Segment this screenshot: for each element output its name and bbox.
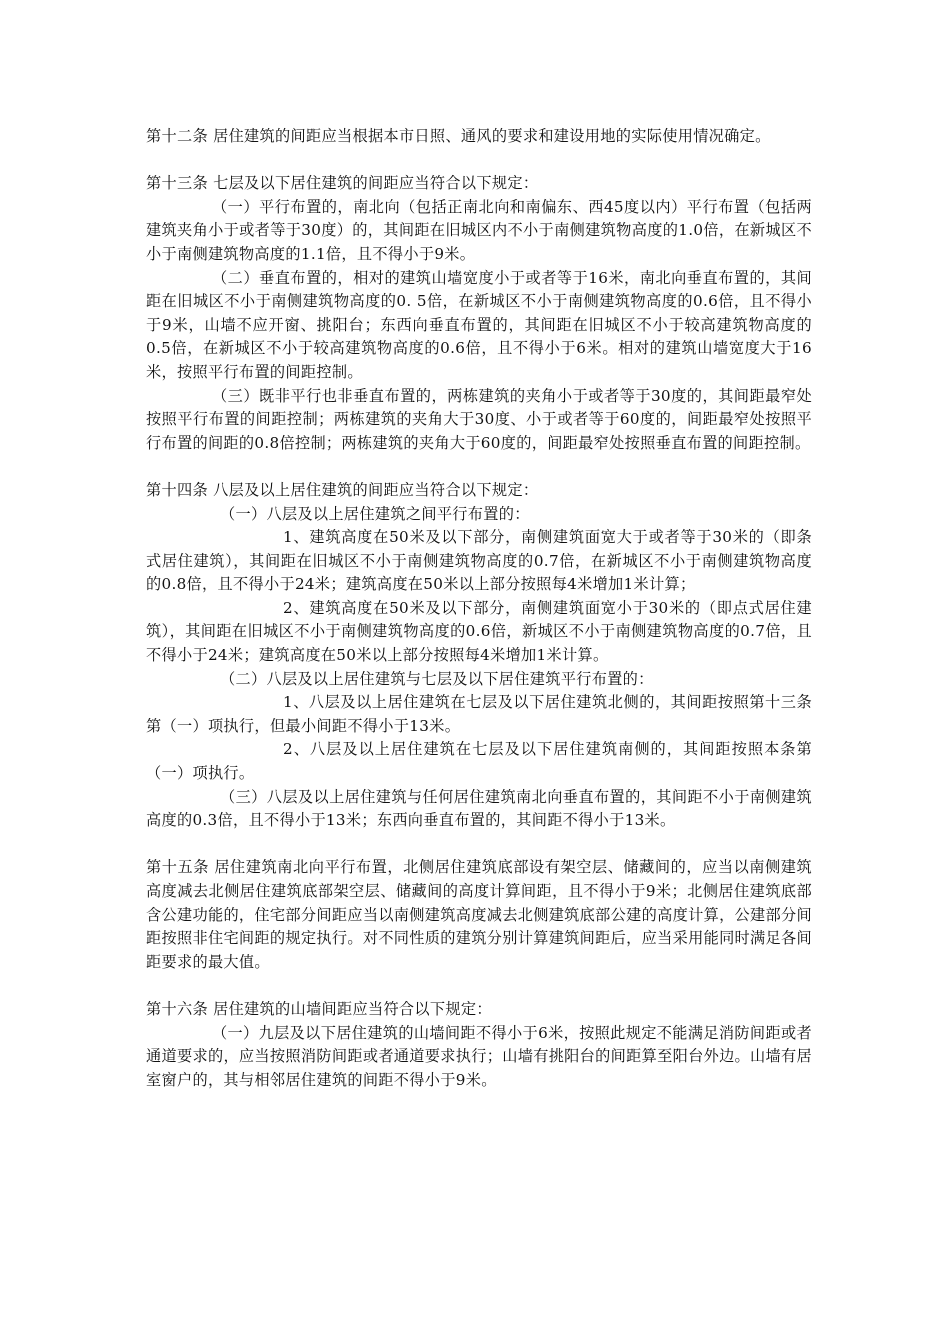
article-12 <box>146 125 812 149</box>
article-16 <box>146 998 812 1092</box>
document-page <box>146 125 812 1116</box>
article-14-heading: 第十四条 八层及以上居住建筑的间距应当符合以下规定： <box>146 480 539 499</box>
article-14-item-3: （三）八层及以上居住建筑与任何居住建筑南北向垂直布置的，其间距不小于南侧建筑高度的0.3倍，且不得小于13米；东西向垂直布置的，其间距不得小于13米。 <box>146 787 812 830</box>
article-16-heading: 第十六条 居住建筑的山墙间距应当符合以下规定： <box>146 999 492 1018</box>
article-14-item-2-sub-1: 1、八层及以上居住建筑在七层及以下居住建筑北侧的，其间距按照第十三条第（一）项执行，但最小间距不得小于13米。 <box>146 693 812 735</box>
article-13-heading: 第十三条 七层及以下居住建筑的间距应当符合以下规定： <box>146 174 539 193</box>
article-14-item-2: （二）八层及以上居住建筑与七层及以下居住建筑平行布置的： <box>220 669 654 688</box>
article-16-item-1: （一）九层及以下居住建筑的山墙间距不得小于6米，按照此规定不能满足消防间距或者通道要求的，应当按照消防间距或者通道要求执行；山墙有挑阳台的间距算至阳台外边。山墙有居室窗户的，其与相邻居住建筑的间距不得小于9米。 <box>146 1023 812 1089</box>
article-13-item-1: （一）平行布置的，南北向（包括正南北向和南偏东、西45度以内）平行布置（包括两建筑夹角小于或者等于30度）的，其间距在旧城区内不小于南侧建筑物高度的1.0倍，在新城区不小于南侧建筑物高度的1.1倍，且不得小于9米。 <box>146 197 812 263</box>
article-14-item-2-sub-2: 2、八层及以上居住建筑在七层及以下居住建筑南侧的，其间距按照本条第（一）项执行。 <box>146 740 812 783</box>
article-12-text: 第十二条 居住建筑的间距应当根据本市日照、通风的要求和建设用地的实际使用情况确定。 <box>146 127 771 145</box>
article-14-item-1: （一）八层及以上居住建筑之间平行布置的： <box>220 504 530 523</box>
article-14-item-1-sub-2: 2、建筑高度在50米及以下部分，南侧建筑面宽小于30米的（即点式居住建筑），其间距在旧城区不小于南侧建筑物高度的0.6倍，新城区不小于南侧建筑物高度的0.7倍，且不得小于24米；建筑高度在50米以上部分按照每4米增加1米计算。 <box>146 598 812 665</box>
article-13 <box>146 172 812 455</box>
article-15 <box>146 856 812 974</box>
article-13-item-2: （二）垂直布置的，相对的建筑山墙宽度小于或者等于16米，南北向垂直布置的，其间距在旧城区不小于南侧建筑物高度的0. 5倍，在新城区不小于南侧建筑物高度的0.6倍，且不得小于9米，山墙不应开窗、挑阳台；东西向垂直布置的，其间距在旧城区不小于较高建筑物高度的0.5倍，在新城区不小于较高建筑物高度的0.6倍，且不得小于6米。相对的建筑山墙宽度大于16米，按照平行布置的间距控制。 <box>146 268 812 381</box>
article-14 <box>146 479 812 833</box>
article-14-item-1-sub-1: 1、建筑高度在50米及以下部分，南侧建筑面宽大于或者等于30米的（即条式居住建筑），其间距在旧城区不小于南侧建筑物高度的0.7倍，在新城区不小于南侧建筑物高度的0.8倍，且不得小于24米；建筑高度在50米以上部分按照每4米增加1米计算； <box>146 528 812 594</box>
article-13-item-3: （三）既非平行也非垂直布置的，两栋建筑的夹角小于或者等于30度的，其间距最窄处按照平行布置的间距控制；两栋建筑的夹角大于30度、小于或者等于60度的，间距最窄处按照平行布置的间距的0.8倍控制；两栋建筑的夹角大于60度的，间距最窄处按照垂直布置的间距控制。 <box>146 386 812 452</box>
article-15-text: 第十五条 居住建筑南北向平行布置，北侧居住建筑底部设有架空层、储藏间的，应当以南侧建筑高度减去北侧居住建筑底部架空层、储藏间的高度计算间距，且不得小于9米；北侧居住建筑底部含公建功能的，住宅部分间距应当以南侧建筑高度减去北侧建筑底部公建的高度计算，公建部分间距按照非住宅间距的规定执行。对不同性质的建筑分别计算建筑间距后，应当采用能同时满足各间距要求的最大值。 <box>146 858 812 971</box>
